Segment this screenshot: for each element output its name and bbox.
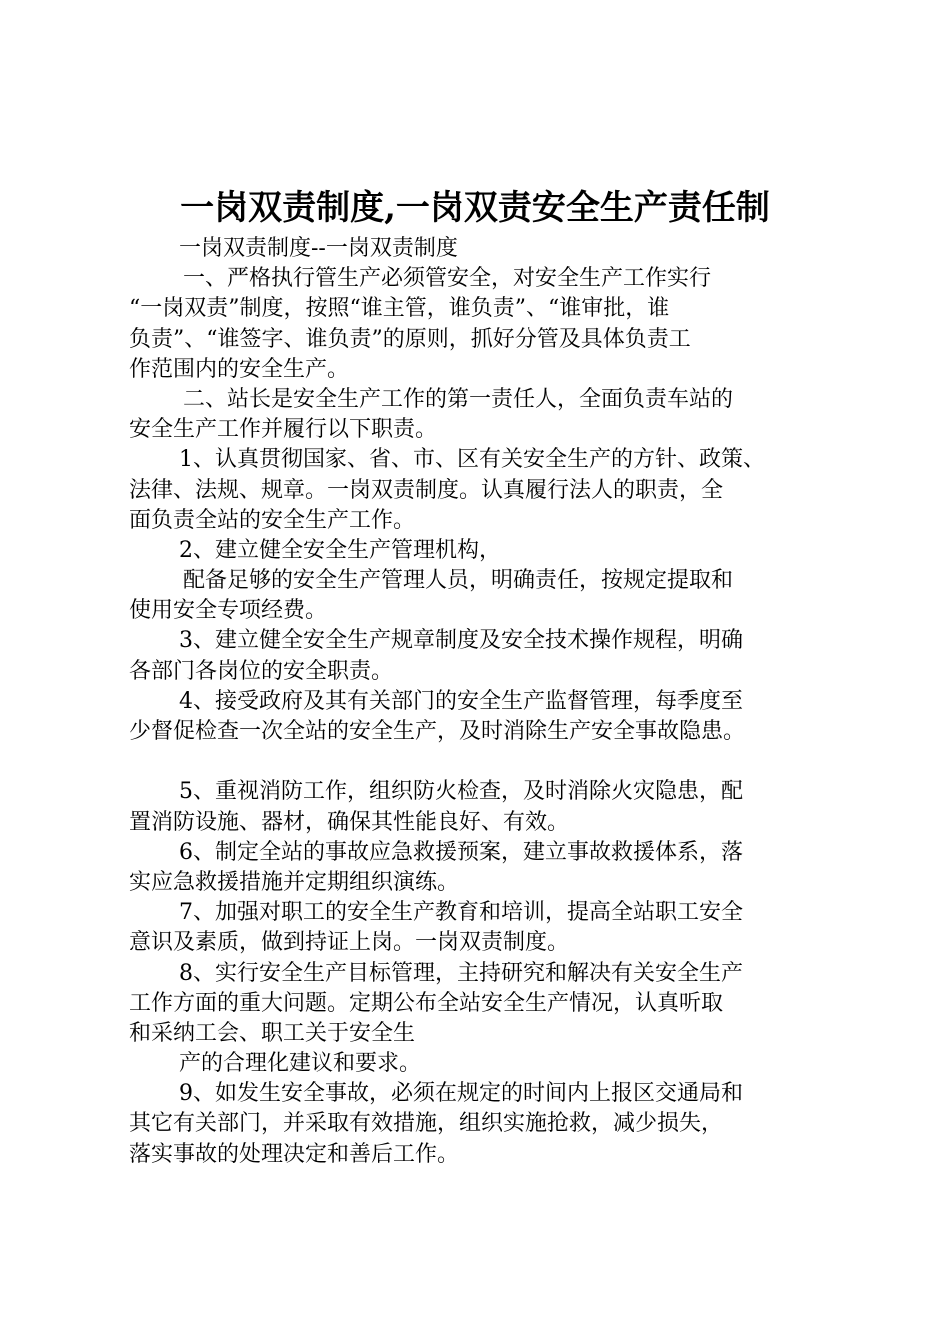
subtitle-line: 一岗双责制度--一岗双责制度 — [179, 236, 458, 261]
paragraph-line: 1、认真贯彻国家、省、市、区有关安全生产的方针、政策、 — [179, 447, 765, 473]
paragraph-line: “一岗双责”制度，按照“谁主管，谁负责”、“谁审批，谁 — [129, 296, 670, 322]
paragraph-line: 和采纳工会、职工关于安全生 — [129, 1020, 416, 1046]
paragraph-line: 产的合理化建议和要求。 — [179, 1051, 422, 1077]
paragraph-line: 8、实行安全生产目标管理，主持研究和解决有关安全生产 — [179, 960, 743, 986]
paragraph-line: 实应急救援措施并定期组织演练。 — [129, 869, 460, 895]
paragraph-line: 一、严格执行管生产必须管安全，对安全生产工作实行 — [183, 266, 712, 292]
paragraph-line: 其它有关部门，并采取有效措施，组织实施抢救，减少损失， — [129, 1111, 724, 1137]
paragraph-line: 使用安全专项经费。 — [129, 598, 328, 624]
paragraph-line: 安全生产工作并履行以下职责。 — [129, 417, 438, 443]
paragraph-line: 4、接受政府及其有关部门的安全生产监督管理，每季度至 — [179, 688, 743, 714]
paragraph-line: 5、重视消防工作，组织防火检查，及时消除火灾隐患，配 — [179, 779, 743, 805]
document-body — [129, 234, 841, 1170]
paragraph-line: 3、建立健全安全生产规章制度及安全技术操作规程，明确 — [179, 628, 743, 654]
blank-line — [129, 747, 841, 777]
paragraph-line: 法律、法规、规章。一岗双责制度。认真履行法人的职责，全 — [129, 477, 724, 503]
paragraph-line: 6、制定全站的事故应急救援预案，建立事故救援体系，落 — [179, 839, 743, 865]
page-title: 一岗双责制度,一岗双责安全生产责任制 — [180, 188, 770, 228]
paragraph-line: 2、建立健全安全生产管理机构， — [179, 537, 501, 563]
paragraph-line: 配备足够的安全生产管理人员，明确责任，按规定提取和 — [183, 568, 734, 594]
paragraph-line: 工作方面的重大问题。定期公布全站安全生产情况，认真听取 — [129, 990, 724, 1016]
paragraph-line: 7、加强对职工的安全生产教育和培训，提高全站职工安全 — [179, 900, 743, 926]
paragraph-line: 作范围内的安全生产。 — [129, 356, 350, 382]
paragraph-line: 面负责全站的安全生产工作。 — [129, 507, 416, 533]
paragraph-line: 各部门各岗位的安全职责。 — [129, 658, 394, 684]
paragraph-line: 落实事故的处理决定和善后工作。 — [129, 1141, 460, 1167]
paragraph-line: 置消防设施、器材，确保其性能良好、有效。 — [129, 809, 570, 835]
paragraph-line: 意识及素质，做到持证上岗。一岗双责制度。 — [129, 930, 570, 956]
paragraph-line: 9、如发生安全事故，必须在规定的时间内上报区交通局和 — [179, 1081, 743, 1107]
paragraph-line: 负责”、“谁签字、谁负责”的原则，抓好分管及具体负责工 — [129, 326, 691, 352]
paragraph-line: 少督促检查一次全站的安全生产，及时消除生产安全事故隐患。 — [129, 719, 746, 744]
paragraph-line: 二、站长是安全生产工作的第一责任人，全面负责车站的 — [183, 386, 734, 412]
